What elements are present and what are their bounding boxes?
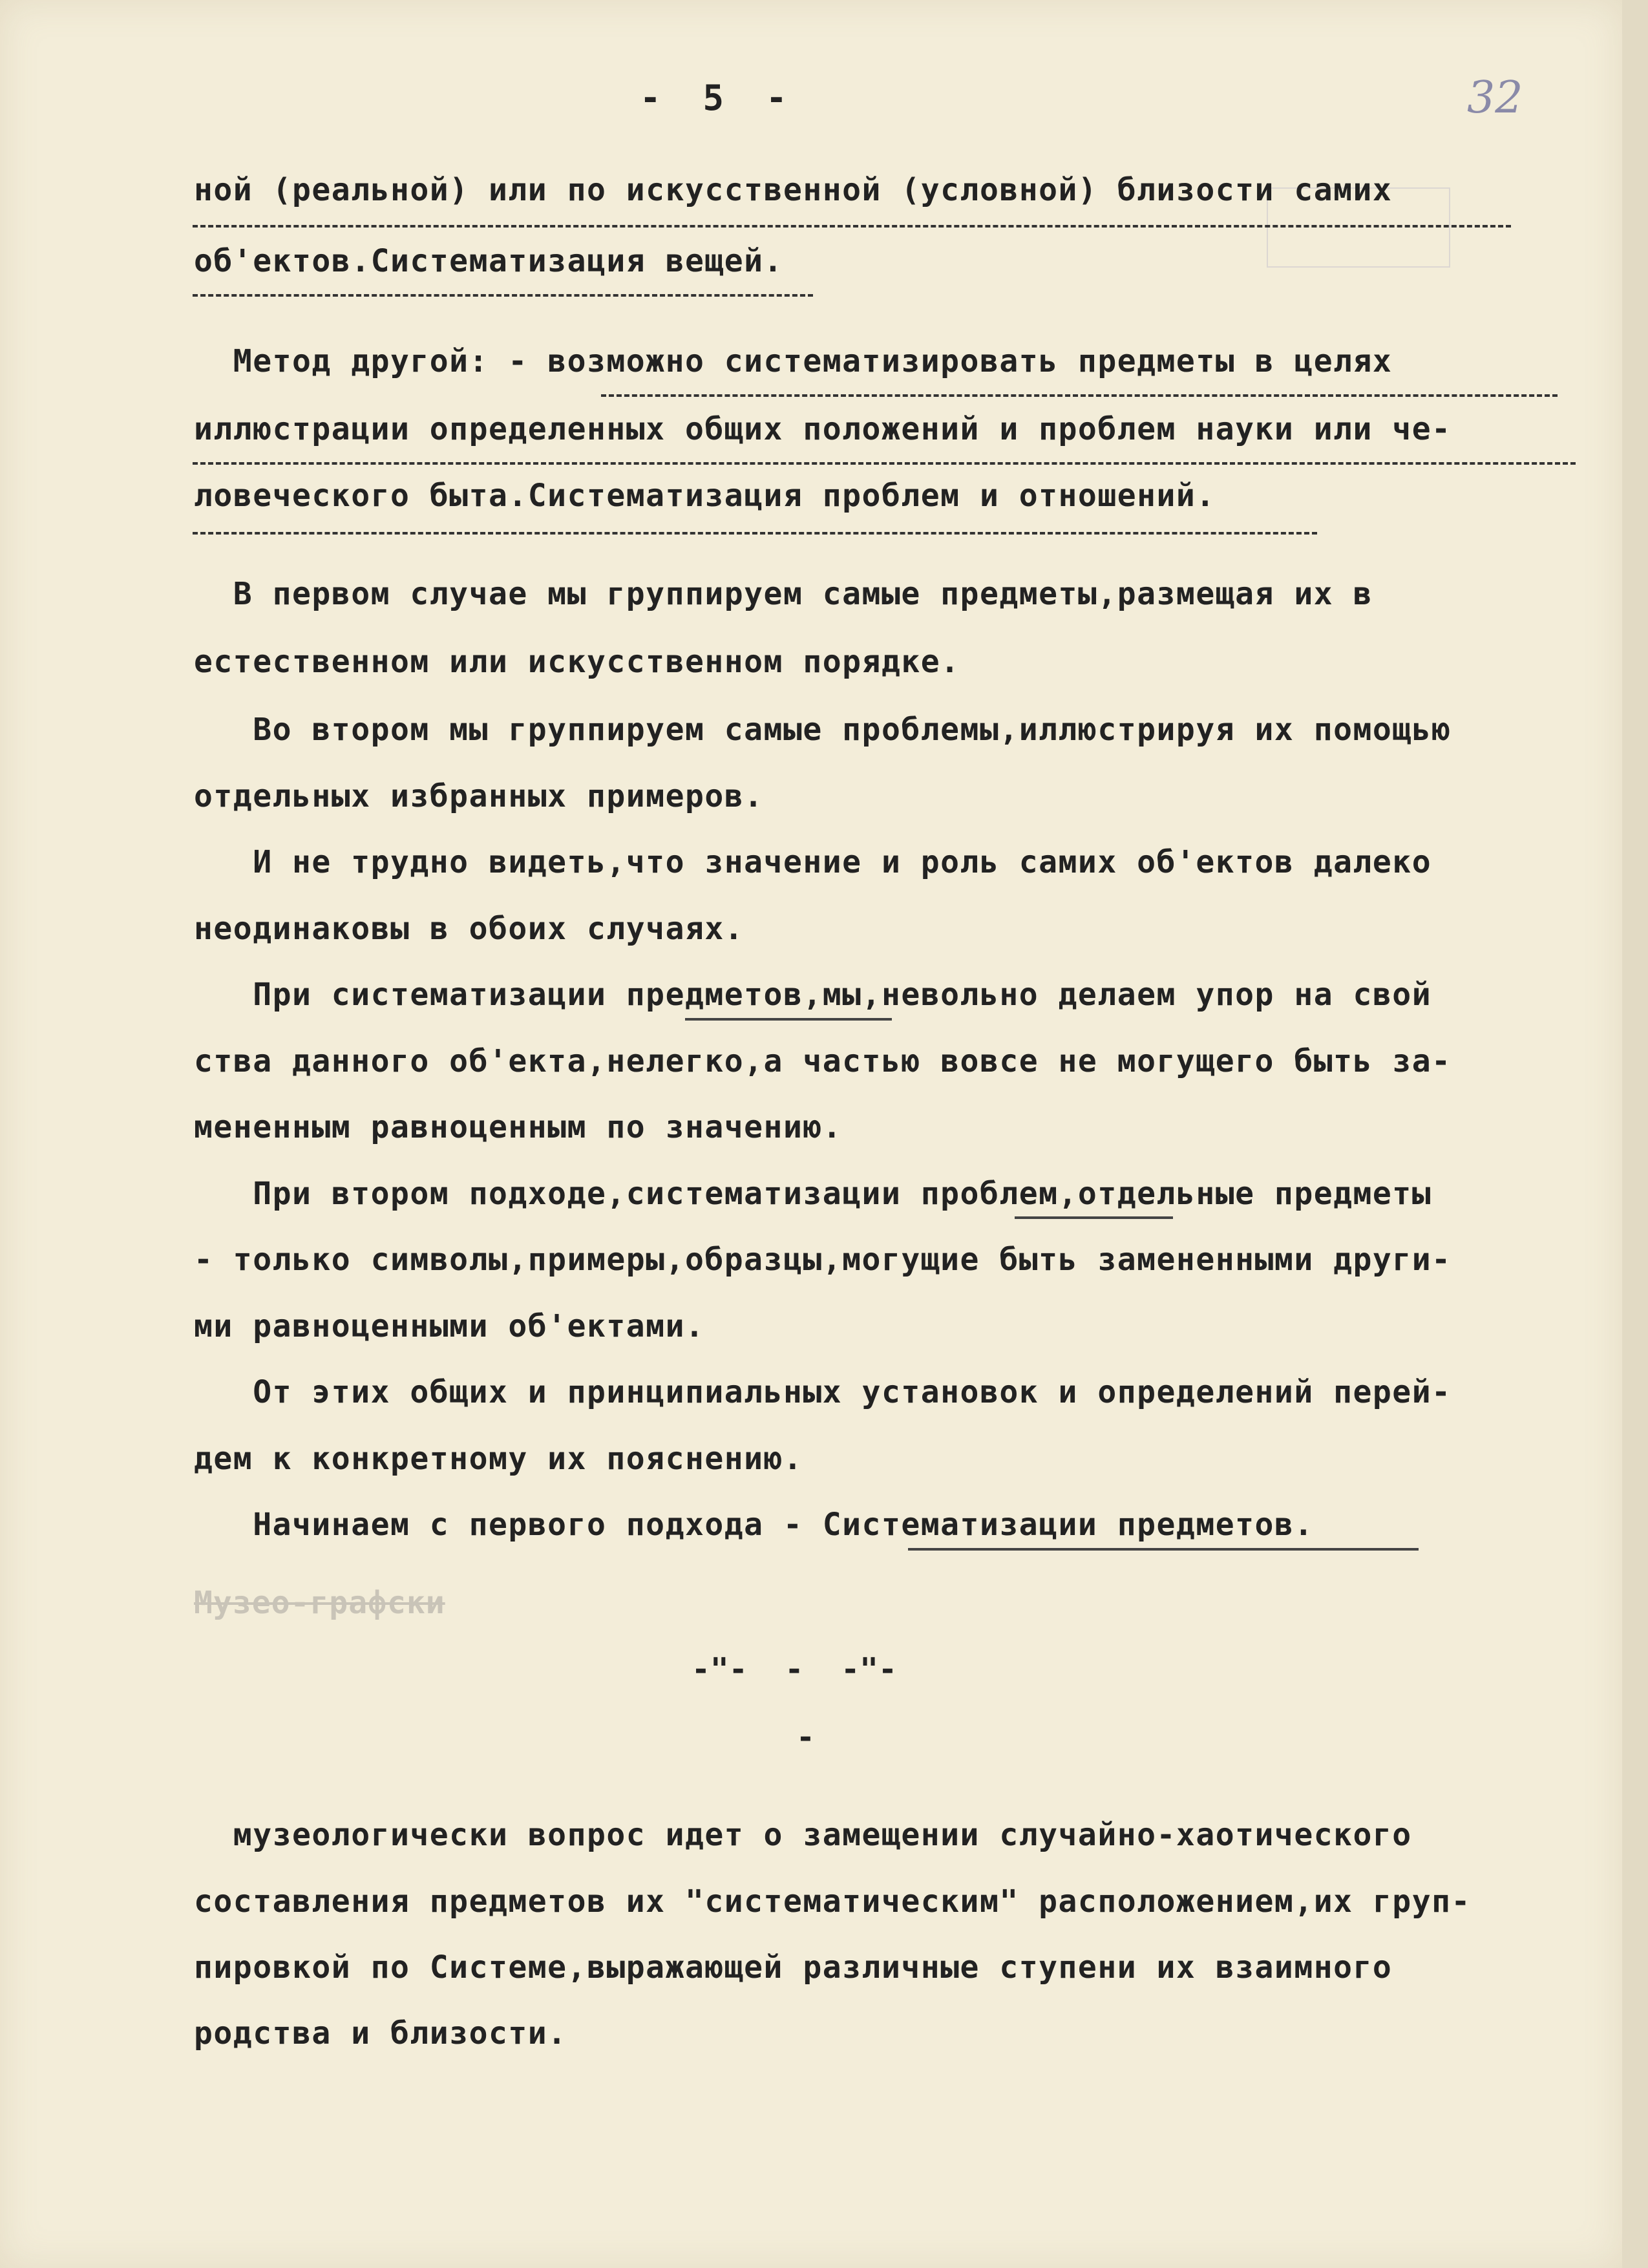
- text-line: музеологически вопрос идет о замещении случайно-хаотического: [194, 1817, 1412, 1853]
- text-line: От этих общих и принципиальных установок и определений перей-: [194, 1374, 1452, 1410]
- archive-number: 32: [1467, 72, 1523, 123]
- underline-dashed: [193, 462, 1576, 465]
- text-line: При систематизации предметов,мы,невольно делаем упор на свой: [194, 977, 1432, 1013]
- text-line: В первом случае мы группируем самые предметы,размещая их в: [194, 576, 1373, 612]
- text-line: мененным равноценным по значению.: [194, 1109, 843, 1145]
- underline-dashed: [193, 294, 813, 297]
- text-line: - только символы,примеры,образцы,могущие быть замененными други-: [194, 1242, 1452, 1278]
- text-line: ной (реальной) или по искусственной (условной) близости самих: [194, 172, 1393, 208]
- text-line: При втором подходе,систематизации проблем,отдельные предметы: [194, 1176, 1432, 1212]
- text-line: естественном или искусственном порядке.: [194, 644, 960, 680]
- text-line: ми равноценными об'ектами.: [194, 1308, 705, 1344]
- text-line: об'ектов.Систематизация вещей.: [194, 243, 783, 279]
- text-line: Начинаем с первого подхода - Систематизации предметов.: [194, 1507, 1314, 1543]
- text-line: пировкой по Системе,выражающей различные ступени их взаимного: [194, 1949, 1393, 1986]
- text-line: дем к конкретному их пояснению.: [194, 1441, 803, 1477]
- text-line: ства данного об'екта,нелегко,а частью вовсе не могущего быть за-: [194, 1043, 1452, 1079]
- text-line: Во втором мы группируем самые проблемы,иллюстрируя их помощью: [194, 712, 1452, 748]
- struck-faded-line: Музео-графски: [194, 1585, 445, 1621]
- paper-edge: [1622, 0, 1648, 2268]
- text-line: составления предметов их "систематическим" расположением,их груп-: [194, 1883, 1471, 1920]
- text-line: родства и близости.: [194, 2015, 567, 2051]
- underline-dashed: [193, 225, 1511, 228]
- section-separator: -"- - -"-: [692, 1651, 897, 1688]
- underline-dashed: [601, 394, 1558, 397]
- underline-dashed: [193, 532, 1317, 535]
- text-line: иллюстрации определенных общих положений и проблем науки или че-: [194, 411, 1452, 447]
- underline-word: [685, 1018, 892, 1021]
- text-line: отдельных избранных примеров.: [194, 778, 764, 814]
- page-number: - 5 -: [640, 78, 787, 118]
- underline-word: [1015, 1216, 1173, 1219]
- text-line: ловеческого быта.Систематизация проблем и отношений.: [194, 478, 1216, 514]
- underline-phrase: [908, 1548, 1419, 1551]
- text-line: И не трудно видеть,что значение и роль самих об'ектов далеко: [194, 844, 1432, 880]
- text-line: Метод другой: - возможно систематизировать предметы в целях: [194, 343, 1393, 379]
- section-separator-dash: -: [796, 1719, 815, 1755]
- text-line: неодинаковы в обоих случаях.: [194, 911, 745, 947]
